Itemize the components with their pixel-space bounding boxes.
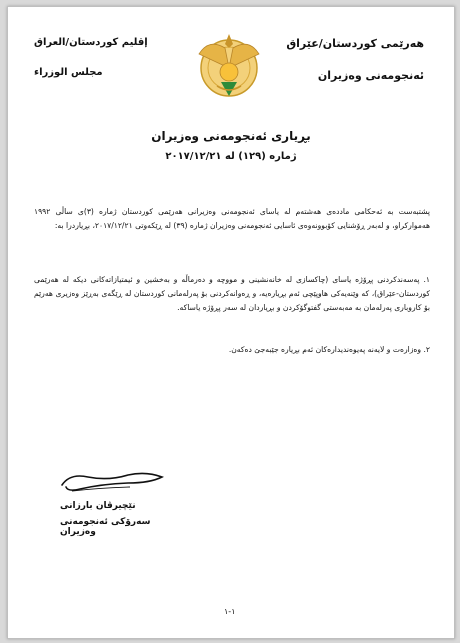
decision-items-2 (34, 343, 430, 357)
header-council-arabic: مجلس الوزراء (34, 67, 103, 78)
decision-title: بڕیاری ئەنجومەنی وەزیران (151, 129, 311, 143)
document-page (7, 6, 455, 639)
header-council-kurdish: ئەنجومەنی وەزیران (317, 69, 424, 82)
handwritten-signature (58, 469, 168, 503)
signatory-name: نێچیرڤان بارزانی (60, 501, 136, 511)
header-region-kurdish: هەرێمی کوردستان/عێراق (286, 37, 424, 50)
decision-intro (34, 205, 430, 233)
decision-number: ژمارە (١٢٩) لە ٢٠١٧/١٢/٢١ (165, 151, 297, 162)
page-number: ١-١ (224, 607, 236, 616)
header-region-arabic: إقليم كوردستان/العراق (34, 37, 148, 48)
decision-item-1: ١. پەسەندکردنی پڕۆژە یاسای (چاکسازی لە خانەنشینی و مووچە و دەرماڵە و بەخشین و ئیمتیازاتەکانی دیکە لە هەرێمی کوردستان-عێراق)، کە وێنەیەکی هاوپێچی ئەم بڕیارەیە، و ڕەوانەکردنی بۆ پەرلەمانی کوردستان لە ڕێگەی بەڕێز وەزیری هەرێم بۆ کاروباری پەرلەمان بە مەبەستی گفتوگۆکردن و بڕیاردان لە سەر پڕۆژە یاساکە. (34, 275, 430, 312)
signatory-position: سەرۆکی ئەنجومەنی وەزیران (60, 517, 151, 537)
kurdistan-emblem-icon (195, 24, 263, 102)
intro-paragraph: پشتبەست بە ئەحکامی ماددەی هەشتەم لە یاسای ئەنجومەنی وەزیرانی هەرێمی کوردستان ژمارە (٣)ی ساڵی ١٩٩٢ هەموارکراو، و لەبەر ڕۆشنایی کۆبوونەوەی ئاسایی ئەنجومەنی وەزیران ژمارە (٣٩) لە ڕێکەوتی ٢٠١٧/١٢/٢١، بڕیاردرا بە: (34, 207, 430, 230)
decision-item-2: ٢. وەزارەت و لایەنە پەیوەندیدارەکان ئەم بڕیارە جێبەجێ دەکەن. (228, 345, 430, 354)
decision-items (34, 273, 430, 315)
